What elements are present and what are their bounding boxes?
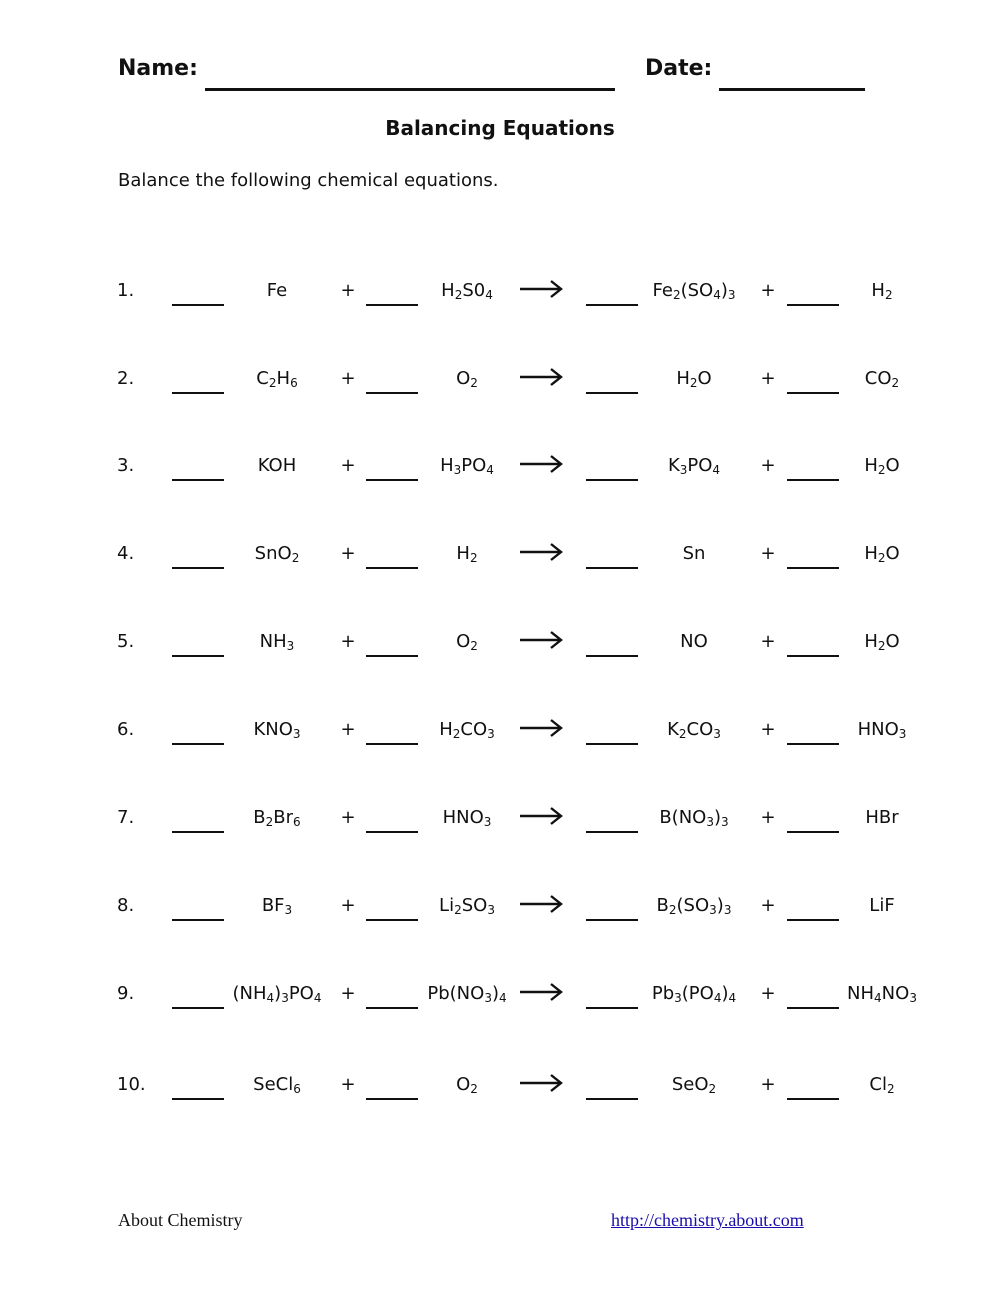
formula-part: S0 [462, 280, 486, 301]
coefficient-blank[interactable] [787, 392, 839, 394]
equation-row [0, 719, 1000, 759]
reaction-arrow-icon [518, 539, 564, 570]
plus-sign: + [340, 455, 356, 476]
subscript: 2 [708, 1082, 717, 1096]
product-formula [629, 895, 759, 916]
reactant-formula [402, 895, 532, 916]
date-label: Date: [645, 56, 713, 81]
formula-part: HNO [442, 807, 484, 828]
equation-row [0, 807, 1000, 847]
subscript: 2 [886, 1082, 895, 1096]
subscript: 4 [313, 991, 322, 1005]
subscript: 3 [484, 991, 492, 1005]
subscript: 3 [909, 991, 917, 1005]
reactant-formula [212, 543, 342, 564]
formula-part: O [885, 631, 900, 652]
formula-part: Fe [652, 280, 673, 301]
subscript: 4 [485, 288, 493, 302]
formula-part: H [456, 543, 470, 564]
coefficient-blank[interactable] [366, 655, 418, 657]
formula-part: KOH [257, 455, 297, 476]
subscript: 3 [284, 903, 293, 917]
formula-part: HNO [857, 719, 899, 740]
reactant-formula [212, 895, 342, 916]
subscript: 4 [486, 463, 494, 477]
subscript: 4 [713, 288, 721, 302]
equation-row [0, 455, 1000, 495]
plus-sign: + [340, 895, 356, 916]
coefficient-blank[interactable] [366, 1007, 418, 1009]
coefficient-blank[interactable] [787, 831, 839, 833]
product-formula [817, 983, 947, 1004]
subscript: 2 [877, 551, 886, 565]
coefficient-blank[interactable] [586, 655, 638, 657]
product-formula [817, 719, 947, 740]
formula-part: PO [288, 983, 314, 1004]
reaction-arrow-icon [518, 979, 564, 1010]
reactant-formula [402, 455, 532, 476]
product-formula [629, 280, 759, 301]
product-formula [629, 543, 759, 564]
formula-part: Pb(NO [427, 983, 485, 1004]
subscript: 4 [713, 991, 722, 1005]
equation-row [0, 983, 1000, 1023]
subscript: 4 [712, 463, 721, 477]
subscript: 2 [470, 639, 478, 653]
formula-part: H [441, 280, 455, 301]
formula-part: H [871, 280, 885, 301]
subscript: 3 [483, 815, 492, 829]
equation-row [0, 368, 1000, 408]
subscript: 2 [689, 376, 698, 390]
subscript: 2 [672, 288, 681, 302]
subscript: 3 [292, 727, 301, 741]
product-formula [629, 719, 759, 740]
formula-part: KNO [253, 719, 293, 740]
subscript: 3 [727, 288, 736, 302]
subscript: 2 [268, 376, 277, 390]
coefficient-blank[interactable] [172, 392, 224, 394]
subscript: 2 [877, 639, 886, 653]
formula-part: K [667, 719, 679, 740]
subscript: 2 [265, 815, 274, 829]
subscript: 2 [668, 903, 677, 917]
formula-part: LiF [869, 895, 895, 916]
equation-row [0, 280, 1000, 320]
formula-part: K [667, 455, 680, 476]
formula-part: Fe [266, 280, 288, 301]
product-formula [629, 455, 759, 476]
equation-row [0, 631, 1000, 671]
plus-sign: + [760, 719, 776, 740]
coefficient-blank[interactable] [586, 567, 638, 569]
formula-part: NH [847, 983, 875, 1004]
coefficient-blank[interactable] [172, 1098, 224, 1100]
formula-part: (PO [681, 983, 714, 1004]
coefficient-blank[interactable] [787, 479, 839, 481]
formula-part: ) [721, 983, 729, 1004]
coefficient-blank[interactable] [366, 567, 418, 569]
coefficient-blank[interactable] [366, 919, 418, 921]
reactant-formula [212, 368, 342, 389]
coefficient-blank[interactable] [787, 919, 839, 921]
formula-part: ) [274, 983, 282, 1004]
subscript: 2 [884, 288, 893, 302]
subscript: 3 [723, 903, 732, 917]
coefficient-blank[interactable] [366, 392, 418, 394]
product-formula [817, 807, 947, 828]
coefficient-blank[interactable] [172, 1007, 224, 1009]
formula-part: O [697, 368, 712, 389]
formula-part: CO [864, 368, 892, 389]
product-formula [817, 455, 947, 476]
subscript: 3 [487, 903, 495, 917]
formula-part: SO [461, 895, 488, 916]
formula-part: B [253, 807, 266, 828]
subscript: 4 [498, 991, 507, 1005]
reactant-formula [402, 368, 532, 389]
formula-part: HBr [865, 807, 899, 828]
reactant-formula [212, 983, 342, 1004]
formula-part: SeO [671, 1074, 709, 1095]
reactant-formula [212, 1074, 342, 1095]
plus-sign: + [340, 807, 356, 828]
formula-part: SnO [254, 543, 292, 564]
date-field[interactable] [719, 88, 865, 91]
formula-part: H [439, 719, 453, 740]
plus-sign: + [340, 1074, 356, 1095]
reactant-formula [212, 719, 342, 740]
coefficient-blank[interactable] [366, 743, 418, 745]
footer-source: About Chemistry [118, 1210, 243, 1230]
formula-part: NO [680, 631, 708, 652]
subscript: 3 [679, 463, 688, 477]
reactant-formula [402, 719, 532, 740]
plus-sign: + [340, 280, 356, 301]
product-formula [629, 983, 759, 1004]
subscript: 3 [898, 727, 907, 741]
formula-part: BF [261, 895, 285, 916]
formula-part: CO [460, 719, 488, 740]
formula-part: H [864, 543, 878, 564]
formula-part: NO [881, 983, 910, 1004]
subscript: 3 [706, 815, 714, 829]
reactant-formula [212, 280, 342, 301]
plus-sign: + [760, 455, 776, 476]
formula-part: CO [686, 719, 714, 740]
reactant-formula [402, 543, 532, 564]
plus-sign: + [340, 719, 356, 740]
reaction-arrow-icon [518, 364, 564, 395]
subscript: 3 [674, 991, 682, 1005]
product-formula [817, 543, 947, 564]
coefficient-blank[interactable] [366, 479, 418, 481]
formula-part: SeCl [253, 1074, 294, 1095]
formula-part: O [456, 1074, 471, 1095]
equation-number: 6. [117, 719, 135, 740]
reactant-formula [402, 631, 532, 652]
subscript: 6 [293, 1082, 301, 1096]
equation-row [0, 895, 1000, 935]
coefficient-blank[interactable] [172, 567, 224, 569]
coefficient-blank[interactable] [787, 567, 839, 569]
plus-sign: + [760, 280, 776, 301]
plus-sign: + [760, 983, 776, 1004]
coefficient-blank[interactable] [172, 655, 224, 657]
coefficient-blank[interactable] [172, 919, 224, 921]
formula-part: (SO [676, 895, 710, 916]
formula-part: ) [716, 895, 724, 916]
product-formula [817, 895, 947, 916]
equation-number: 9. [117, 983, 135, 1004]
formula-part: O [456, 368, 471, 389]
plus-sign: + [340, 983, 356, 1004]
coefficient-blank[interactable] [366, 831, 418, 833]
coefficient-blank[interactable] [586, 743, 638, 745]
reaction-arrow-icon [518, 451, 564, 482]
subscript: 2 [678, 727, 687, 741]
formula-part: B(NO [659, 807, 707, 828]
equation-row [0, 543, 1000, 583]
product-formula [817, 631, 947, 652]
formula-part: Pb [651, 983, 675, 1004]
subscript: 4 [874, 991, 882, 1005]
equation-number: 3. [117, 455, 135, 476]
subscript: 2 [452, 727, 461, 741]
coefficient-blank[interactable] [172, 304, 224, 306]
reaction-arrow-icon [518, 891, 564, 922]
subscript: 3 [281, 991, 289, 1005]
coefficient-blank[interactable] [586, 479, 638, 481]
plus-sign: + [760, 807, 776, 828]
coefficient-blank[interactable] [586, 919, 638, 921]
coefficient-blank[interactable] [172, 479, 224, 481]
subscript: 3 [286, 639, 295, 653]
coefficient-blank[interactable] [366, 304, 418, 306]
coefficient-blank[interactable] [787, 1098, 839, 1100]
formula-part: Cl [869, 1074, 887, 1095]
formula-part: PO [687, 455, 713, 476]
formula-part: H [276, 368, 291, 389]
subscript: 2 [454, 903, 462, 917]
plus-sign: + [760, 631, 776, 652]
page-title: Balancing Equations [385, 116, 615, 140]
coefficient-blank[interactable] [172, 831, 224, 833]
reaction-arrow-icon [518, 276, 564, 307]
formula-part: O [456, 631, 471, 652]
subscript: 2 [470, 376, 478, 390]
equation-number: 2. [117, 368, 135, 389]
subscript: 3 [709, 903, 717, 917]
formula-part: H [864, 631, 878, 652]
formula-part: (NH [232, 983, 267, 1004]
formula-part: Sn [682, 543, 706, 564]
subscript: 3 [713, 727, 721, 741]
coefficient-blank[interactable] [172, 743, 224, 745]
product-formula [629, 1074, 759, 1095]
equation-number: 10. [117, 1074, 146, 1095]
instructions: Balance the following chemical equations. [118, 170, 499, 191]
reactant-formula [402, 280, 532, 301]
formula-part: O [885, 455, 900, 476]
reaction-arrow-icon [518, 1070, 564, 1101]
formula-part: ) [720, 280, 728, 301]
subscript: 3 [721, 815, 729, 829]
plus-sign: + [340, 631, 356, 652]
product-formula [629, 368, 759, 389]
subscript: 2 [469, 551, 478, 565]
formula-part: H [676, 368, 690, 389]
coefficient-blank[interactable] [366, 1098, 418, 1100]
formula-part: ) [491, 983, 499, 1004]
coefficient-blank[interactable] [787, 304, 839, 306]
formula-part: ) [713, 807, 722, 828]
subscript: 6 [290, 376, 298, 390]
coefficient-blank[interactable] [586, 392, 638, 394]
coefficient-blank[interactable] [586, 831, 638, 833]
formula-part: (SO [680, 280, 714, 301]
reactant-formula [402, 1074, 532, 1095]
subscript: 4 [266, 991, 275, 1005]
plus-sign: + [760, 895, 776, 916]
formula-part: PO [461, 455, 487, 476]
subscript: 6 [293, 815, 301, 829]
reaction-arrow-icon [518, 803, 564, 834]
subscript: 2 [291, 551, 300, 565]
coefficient-blank[interactable] [787, 655, 839, 657]
plus-sign: + [760, 1074, 776, 1095]
reactant-formula [212, 455, 342, 476]
name-field[interactable] [205, 88, 615, 91]
subscript: 2 [877, 463, 886, 477]
product-formula [629, 807, 759, 828]
equation-number: 8. [117, 895, 135, 916]
footer-link[interactable]: http://chemistry.about.com [611, 1210, 804, 1230]
formula-part: B [656, 895, 669, 916]
subscript: 2 [454, 288, 463, 302]
product-formula [629, 631, 759, 652]
coefficient-blank[interactable] [586, 1098, 638, 1100]
reactant-formula [212, 631, 342, 652]
equation-number: 7. [117, 807, 135, 828]
plus-sign: + [760, 543, 776, 564]
subscript: 2 [891, 376, 900, 390]
reaction-arrow-icon [518, 627, 564, 658]
coefficient-blank[interactable] [586, 1007, 638, 1009]
reaction-arrow-icon [518, 715, 564, 746]
formula-part: H [440, 455, 454, 476]
reactant-formula [402, 807, 532, 828]
product-formula [817, 1074, 947, 1095]
subscript: 3 [487, 727, 495, 741]
coefficient-blank[interactable] [586, 304, 638, 306]
plus-sign: + [760, 368, 776, 389]
equation-number: 5. [117, 631, 135, 652]
subscript: 4 [728, 991, 737, 1005]
name-label: Name: [118, 56, 198, 81]
reactant-formula [402, 983, 532, 1004]
coefficient-blank[interactable] [787, 1007, 839, 1009]
subscript: 3 [453, 463, 462, 477]
formula-part: H [864, 455, 878, 476]
product-formula [817, 368, 947, 389]
formula-part: Br [273, 807, 294, 828]
formula-part: NH [259, 631, 287, 652]
coefficient-blank[interactable] [787, 743, 839, 745]
formula-part: O [885, 543, 900, 564]
plus-sign: + [340, 543, 356, 564]
reactant-formula [212, 807, 342, 828]
formula-part: C [256, 368, 269, 389]
equation-number: 4. [117, 543, 135, 564]
subscript: 2 [470, 1082, 478, 1096]
plus-sign: + [340, 368, 356, 389]
equation-number: 1. [117, 280, 135, 301]
product-formula [817, 280, 947, 301]
equation-row [0, 1074, 1000, 1114]
formula-part: Li [439, 895, 455, 916]
